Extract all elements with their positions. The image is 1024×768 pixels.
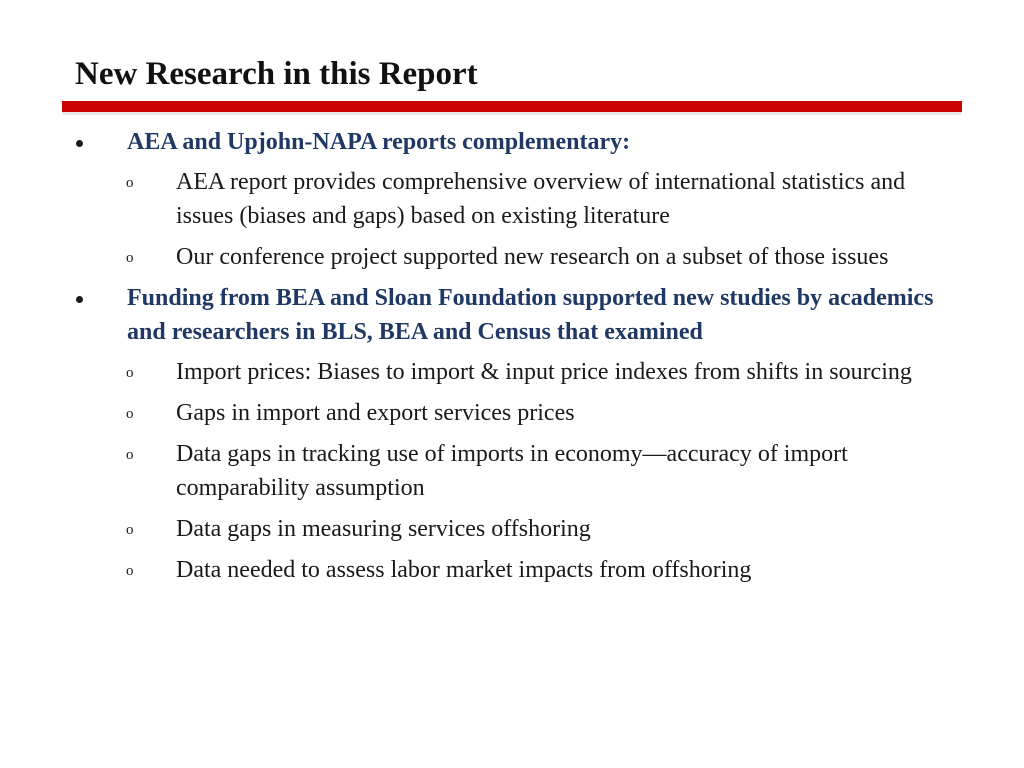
bullet-section-2 xyxy=(0,281,957,349)
sub-bullet-text: Data gaps in measuring services offshoring xyxy=(176,516,591,542)
sub-bullet xyxy=(0,396,966,430)
hollow-bullet-icon: o xyxy=(126,522,134,538)
title-underline-shadow xyxy=(62,112,962,115)
sub-bullet xyxy=(0,437,966,505)
section-heading: Funding from BEA and Sloan Foundation supported new studies by academics and researchers in BLS, BEA and Census that examined xyxy=(127,285,934,345)
title-underline xyxy=(62,101,962,112)
bullet-section-1 xyxy=(0,125,957,159)
sub-bullet-text: Our conference project supported new research on a subset of those issues xyxy=(176,244,889,270)
hollow-bullet-icon: o xyxy=(126,406,134,422)
sub-bullet-text: Gaps in import and export services prices xyxy=(176,400,575,426)
sub-bullet xyxy=(0,240,966,274)
hollow-bullet-icon: o xyxy=(126,447,134,463)
slide-title: New Research in this Report xyxy=(75,56,478,92)
sub-bullet-text: Data needed to assess labor market impacts from offshoring xyxy=(176,557,752,583)
sub-bullet-text: AEA report provides comprehensive overview of international statistics and issues (biases and gaps) based on existing literature xyxy=(176,169,906,229)
section-heading: AEA and Upjohn-NAPA reports complementary: xyxy=(127,129,631,155)
hollow-bullet-icon: o xyxy=(126,175,134,191)
slide-body xyxy=(0,125,1024,594)
sub-bullet xyxy=(0,165,966,233)
sub-bullet-text: Import prices: Biases to import & input price indexes from shifts in sourcing xyxy=(176,359,912,385)
filled-bullet-icon xyxy=(76,140,83,147)
hollow-bullet-icon: o xyxy=(126,365,134,381)
sub-bullet-text: Data gaps in tracking use of imports in economy—accuracy of import comparability assumption xyxy=(176,441,848,501)
hollow-bullet-icon: o xyxy=(126,250,134,266)
hollow-bullet-icon: o xyxy=(126,563,134,579)
sub-bullet xyxy=(0,553,966,587)
sub-bullet xyxy=(0,355,966,389)
sub-bullet xyxy=(0,512,966,546)
filled-bullet-icon xyxy=(76,296,83,303)
